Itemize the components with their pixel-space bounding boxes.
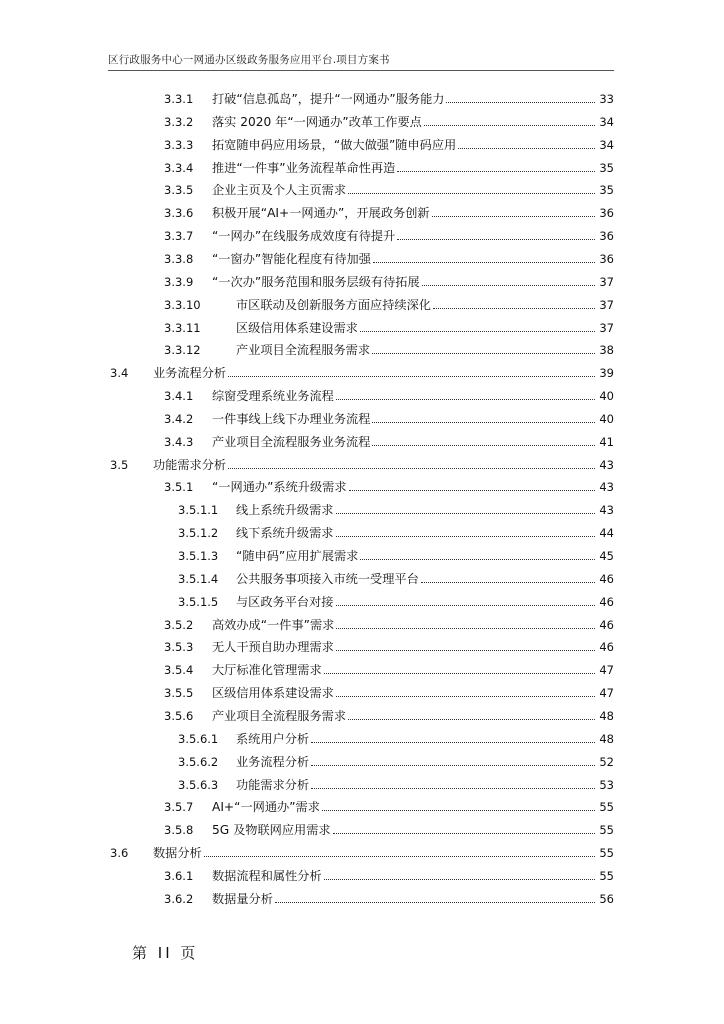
toc-entry[interactable] (0, 866, 724, 886)
toc-entry-number: 3.4 (110, 366, 129, 381)
toc-dot-leader (360, 318, 595, 332)
toc-entry-number: 3.3.10 (164, 297, 201, 312)
toc-entry[interactable] (0, 180, 724, 200)
toc-dot-leader (322, 797, 595, 811)
toc-dot-leader (336, 637, 595, 651)
toc-entry-number: 3.5.1.4 (178, 571, 219, 586)
toc-entry[interactable] (0, 340, 724, 360)
toc-dot-leader (311, 752, 595, 766)
toc-entry[interactable] (0, 569, 724, 589)
toc-entry-number: 3.5.1.3 (178, 549, 219, 563)
toc-entry-number: 3.5.1.2 (178, 526, 219, 541)
toc-entry-number: 3.6.2 (164, 891, 194, 906)
header-rule (108, 70, 614, 71)
toc-entry-title: 大厅标准化管理需求 (212, 663, 322, 678)
toc-entry-title: 5G 及物联网应用需求 (212, 823, 331, 838)
toc-entry-page: 47 (599, 686, 614, 701)
toc-dot-leader (336, 523, 596, 537)
page-header: 区行政服务中心一网通办区级政务服务应用平台.项目方案书 (108, 54, 390, 66)
toc-entry-page: 46 (599, 617, 614, 632)
toc-entry-number: 3.4.2 (164, 411, 194, 426)
toc-entry[interactable] (0, 249, 724, 269)
toc-entry-title: 数据量分析 (212, 891, 273, 906)
toc-entry-number: 3.3.8 (164, 251, 194, 266)
toc-entry-title: 企业主页及个人主页需求 (212, 183, 347, 198)
toc-entry-title: 产业项目全流程服务需求 (212, 708, 347, 723)
toc-dot-leader (228, 363, 595, 377)
toc-entry-title: 线上系统升级需求 (236, 503, 334, 518)
toc-entry-title: 一件事线上线下办理业务流程 (212, 411, 371, 426)
toc-entry-page: 37 (599, 274, 614, 289)
toc-entry-page: 43 (599, 480, 614, 495)
toc-entry-title: “一次办”服务范围和服务层级有待拓展 (212, 274, 420, 289)
toc-entry[interactable] (0, 637, 724, 657)
toc-entry-number: 3.5.2 (164, 617, 194, 632)
toc-entry[interactable] (0, 432, 724, 452)
toc-entry-number: 3.6 (110, 846, 129, 861)
toc-dot-leader (373, 249, 595, 263)
toc-entry[interactable] (0, 683, 724, 703)
toc-entry-title: “一窗办”智能化程度有待加强 (212, 251, 371, 266)
toc-dot-leader (421, 569, 595, 583)
toc-dot-leader (458, 135, 595, 149)
toc-entry[interactable] (0, 455, 724, 475)
toc-entry-page: 55 (599, 868, 614, 883)
toc-entry-number: 3.5.6.3 (178, 777, 219, 792)
toc-entry-title: 产业项目全流程服务业务流程 (212, 434, 371, 449)
toc-entry-number: 3.3.2 (164, 114, 194, 129)
toc-entry-number: 3.4.1 (164, 389, 194, 404)
toc-dot-leader (311, 729, 595, 743)
toc-entry-number: 3.5.1.5 (178, 594, 219, 609)
toc-entry-page: 36 (599, 229, 614, 244)
toc-entry[interactable] (0, 272, 724, 292)
toc-dot-leader (336, 386, 595, 400)
toc-entry-page: 46 (599, 594, 614, 609)
toc-entry-number: 3.5.6.1 (178, 731, 219, 746)
toc-entry-page: 46 (599, 571, 614, 586)
toc-entry-title: 业务流程分析 (153, 366, 227, 381)
toc-entry-number: 3.5 (110, 457, 129, 472)
toc-entry[interactable] (0, 775, 724, 795)
toc-entry[interactable] (0, 820, 724, 840)
toc-entry[interactable] (0, 729, 724, 749)
toc-entry-page: 36 (599, 206, 614, 221)
toc-entry-number: 3.3.4 (164, 160, 194, 175)
toc-dot-leader (432, 203, 595, 217)
toc-entry[interactable] (0, 797, 724, 817)
toc-dot-leader (348, 180, 595, 194)
toc-entry-page: 34 (599, 137, 614, 152)
toc-dot-leader (336, 683, 595, 697)
toc-entry-page: 37 (599, 320, 614, 335)
toc-entry-title: 无人干预自助办理需求 (212, 640, 334, 655)
toc-entry-page: 52 (599, 754, 614, 769)
toc-entry-title: 区级信用体系建设需求 (236, 320, 358, 335)
page-number: 第 II 页 (132, 944, 199, 962)
toc-entry-page: 46 (599, 640, 614, 655)
toc-entry-number: 3.3.11 (164, 320, 201, 335)
toc-entry-page: 45 (599, 549, 614, 563)
toc-dot-leader (422, 272, 595, 286)
toc-entry-page: 39 (599, 366, 614, 381)
toc-entry-title: “一网通办”系统升级需求 (212, 480, 347, 495)
toc-entry[interactable] (0, 318, 724, 338)
toc-entry-title: AI+“一网通办”需求 (212, 800, 320, 815)
toc-entry-page: 48 (599, 731, 614, 746)
toc-entry-page: 40 (599, 389, 614, 404)
toc-entry-number: 3.4.3 (164, 434, 194, 449)
toc-entry-number: 3.5.7 (164, 800, 194, 815)
toc-entry-title: “一网办”在线服务成效度有待提升 (212, 229, 396, 244)
toc-entry[interactable] (0, 706, 724, 726)
toc-entry[interactable] (0, 843, 724, 863)
toc-entry-title: 系统用户分析 (236, 731, 310, 746)
toc-entry-number: 3.5.5 (164, 686, 194, 701)
toc-entry[interactable] (0, 889, 724, 909)
toc-entry-page: 43 (599, 503, 614, 518)
toc-entry-page: 55 (599, 823, 614, 838)
toc-entry-number: 3.5.8 (164, 823, 194, 838)
toc-entry-page: 55 (599, 800, 614, 815)
toc-entry[interactable] (0, 203, 724, 223)
toc-dot-leader (424, 112, 595, 126)
toc-dot-leader (275, 889, 595, 903)
toc-entry[interactable] (0, 523, 724, 543)
toc-entry[interactable] (0, 363, 724, 383)
toc-entry-page: 35 (599, 160, 614, 175)
toc-entry-number: 3.3.5 (164, 183, 194, 198)
toc-entry-page: 38 (599, 343, 614, 358)
toc-entry-number: 3.3.3 (164, 137, 194, 152)
toc-entry-page: 33 (599, 92, 614, 106)
toc-dot-leader (336, 592, 596, 606)
toc-entry-title: 与区政务平台对接 (236, 594, 334, 609)
toc-entry-page: 37 (599, 297, 614, 312)
toc-entry-title: 公共服务事项接入市统一受理平台 (236, 571, 419, 586)
toc-dot-leader (397, 158, 595, 172)
toc-entry-page: 36 (599, 251, 614, 266)
toc-entry-page: 43 (599, 457, 614, 472)
toc-entry[interactable] (0, 660, 724, 680)
toc-entry[interactable] (0, 500, 724, 520)
toc-dot-leader (372, 432, 595, 446)
toc-entry-number: 3.6.1 (164, 868, 194, 883)
toc-dot-leader (372, 409, 595, 423)
toc-entry[interactable] (0, 386, 724, 406)
toc-entry-page: 41 (599, 434, 614, 449)
toc-entry-page: 35 (599, 183, 614, 198)
toc-entry-title: 线下系统升级需求 (236, 526, 334, 541)
toc-entry-page: 34 (599, 114, 614, 129)
toc-entry[interactable] (0, 615, 724, 635)
toc-entry-number: 3.3.1 (164, 92, 194, 106)
toc-entry-number: 3.5.4 (164, 663, 194, 678)
toc-entry-number: 3.5.6 (164, 708, 194, 723)
toc-entry[interactable] (0, 135, 724, 155)
toc-dot-leader (348, 706, 595, 720)
toc-entry-page: 48 (599, 708, 614, 723)
toc-entry-title: 拓宽随申码应用场景，“做大做强”随申码应用 (212, 137, 457, 152)
toc-dot-leader (397, 226, 595, 240)
toc-dot-leader (204, 843, 595, 857)
toc-entry-page: 56 (599, 891, 614, 906)
toc-dot-leader (333, 820, 595, 834)
toc-entry-number: 3.3.12 (164, 343, 201, 358)
toc-entry-number: 3.5.1 (164, 480, 194, 495)
toc-dot-leader (360, 546, 595, 560)
toc-entry[interactable] (0, 752, 724, 772)
toc-entry-title: 产业项目全流程服务需求 (236, 343, 371, 358)
toc-entry-title: 功能需求分析 (236, 777, 310, 792)
toc-entry-title: 积极开展“AI+一网通办”，开展政务创新 (212, 206, 430, 221)
toc-entry-number: 3.3.6 (164, 206, 194, 221)
toc-entry-title: 高效办成“一件事”需求 (212, 617, 335, 632)
toc-dot-leader (311, 775, 595, 789)
toc-entry[interactable] (0, 295, 724, 315)
toc-entry-title: 落实 2020 年“一网通办”改革工作要点 (212, 114, 422, 129)
toc-entry-number: 3.3.7 (164, 229, 194, 244)
toc-dot-leader (349, 477, 595, 491)
toc-dot-leader (372, 340, 595, 354)
toc-entry[interactable] (0, 112, 724, 132)
toc-entry-number: 3.5.1.1 (178, 503, 219, 518)
toc-entry[interactable] (0, 158, 724, 178)
toc-entry-page: 40 (599, 411, 614, 426)
toc-entry-title: 功能需求分析 (153, 457, 227, 472)
toc-entry-number: 3.5.3 (164, 640, 194, 655)
toc-dot-leader (433, 295, 595, 309)
toc-entry-title: 推进“一件事”业务流程革命性再造 (212, 160, 396, 175)
toc-entry-title: “随申码”应用扩展需求 (236, 549, 359, 563)
toc-entry[interactable] (0, 477, 724, 497)
toc-entry-title: 数据分析 (153, 846, 202, 861)
toc-entry-page: 55 (599, 846, 614, 861)
toc-entry-title: 数据流程和属性分析 (212, 868, 322, 883)
toc-entry-number: 3.3.9 (164, 274, 194, 289)
toc-entry-title: 打破“信息孤岛”，提升“一网通办”服务能力 (212, 92, 445, 106)
toc-entry-number: 3.5.6.2 (178, 754, 219, 769)
toc-entry-page: 47 (599, 663, 614, 678)
toc-dot-leader (446, 89, 595, 103)
toc-entry-title: 综窗受理系统业务流程 (212, 389, 334, 404)
toc-entry-page: 53 (599, 777, 614, 792)
toc-dot-leader (336, 615, 595, 629)
toc-entry[interactable] (0, 546, 724, 566)
toc-dot-leader (336, 500, 596, 514)
toc-entry-title: 业务流程分析 (236, 754, 310, 769)
toc-entry[interactable] (0, 226, 724, 246)
toc-entry[interactable] (0, 89, 724, 109)
toc-dot-leader (228, 455, 595, 469)
toc-entry-title: 市区联动及创新服务方面应持续深化 (236, 297, 431, 312)
toc-entry-page: 44 (599, 526, 614, 541)
toc-dot-leader (324, 866, 595, 880)
toc-entry[interactable] (0, 592, 724, 612)
toc-entry-title: 区级信用体系建设需求 (212, 686, 334, 701)
toc-entry[interactable] (0, 409, 724, 429)
toc-dot-leader (324, 660, 595, 674)
